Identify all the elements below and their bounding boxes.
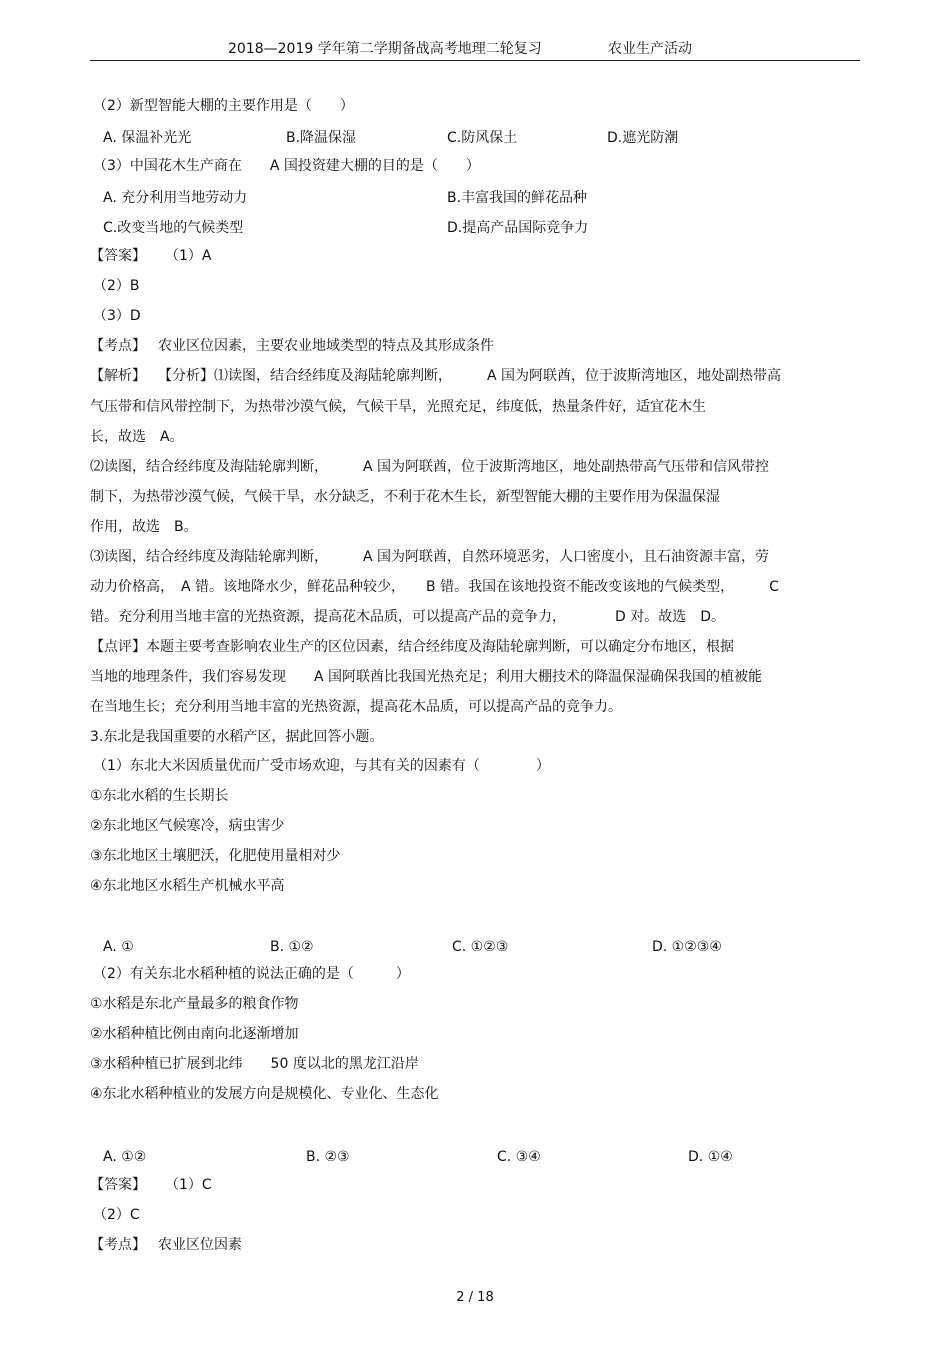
sub1-item: ②东北地区气候寒冷，病虫害少 <box>90 818 285 834</box>
knowledge-point-text: 农业区位因素 <box>158 1237 242 1253</box>
answer-2: （2）B <box>93 278 140 294</box>
sub1-option-a: A. ① <box>103 939 134 955</box>
comment-line: 在当地生长；充分利用当地丰富的光热资源，提高花木品质，可以提高产品的竞争力。 <box>90 699 622 715</box>
analysis-line: 作用，故选 B。 <box>90 519 198 535</box>
sub2-option-c: C. ③④ <box>497 1149 541 1165</box>
header-title: 2018—2019 学年第二学期备战高考地理二轮复习 <box>228 41 542 57</box>
analysis-line: ⑶读图，结合经纬度及海陆轮廓判断， A 国为阿联酋，自然环境恶劣，人口密度小，且石油资源丰富，劳 <box>90 549 770 565</box>
q2-option-c: C.防风保土 <box>447 130 518 146</box>
q3-option-c: C.改变当地的气候类型 <box>103 220 244 236</box>
page-number: 2 / 18 <box>456 1290 494 1305</box>
knowledge-point-text: 农业区位因素，主要农业地域类型的特点及其形成条件 <box>158 338 494 354</box>
q2-option-a: A. 保温补光光 <box>103 130 192 146</box>
sub2-stem: （2）有关东北水稻种植的说法正确的是（ ） <box>93 966 410 982</box>
answer-1: （1）C <box>165 1177 212 1193</box>
q3-option-b: B.丰富我国的鲜花品种 <box>447 190 588 206</box>
answer-label: 【答案】 <box>90 1177 146 1193</box>
q3-option-a: A. 充分利用当地劳动力 <box>103 190 248 206</box>
sub1-stem: （1）东北大米因质量优而广受市场欢迎，与其有关的因素有（ ） <box>93 758 550 774</box>
q2-option-b: B.降温保湿 <box>286 130 357 146</box>
sub2-item: ②水稻种植比例由南向北逐渐增加 <box>90 1026 299 1042</box>
analysis-line: ⑵读图，结合经纬度及海陆轮廓判断， A 国为阿联酋，位于波斯湾地区，地处副热带高气压带和信风带控 <box>90 459 770 475</box>
comment-line: 【点评】本题主要考查影响农业生产的区位因素，结合经纬度及海陆轮廓判断，可以确定分布地区，根据 <box>90 639 734 655</box>
sub2-option-b: B. ②③ <box>306 1149 350 1165</box>
q2-stem: （2）新型智能大棚的主要作用是（ ） <box>93 98 354 114</box>
analysis-line: 气压带和信风带控制下，为热带沙漠气候，气候干旱，光照充足，纬度低，热量条件好，适宜花木生 <box>90 399 706 415</box>
sub2-option-a: A. ①② <box>103 1149 147 1165</box>
analysis-line: 长，故选 A。 <box>90 429 184 445</box>
sub1-option-c: C. ①②③ <box>452 939 509 955</box>
answer-1: （1）A <box>165 248 212 264</box>
knowledge-point-label: 【考点】 <box>90 1237 146 1253</box>
sub2-item: ①水稻是东北产量最多的粮食作物 <box>90 996 299 1012</box>
q2-option-d: D.遮光防潮 <box>607 130 679 146</box>
analysis-label: 【解析】 <box>90 368 146 384</box>
q3-option-d: D.提高产品国际竞争力 <box>447 220 589 236</box>
sub2-option-d: D. ①④ <box>688 1149 733 1165</box>
analysis-line: 错。充分利用当地丰富的光热资源，提高花木品质，可以提高产品的竞争力， D 对。故选 D。 <box>90 609 726 625</box>
answer-2: （2）C <box>93 1207 140 1223</box>
sub1-option-d: D. ①②③④ <box>652 939 722 955</box>
analysis-line: 制下，为热带沙漠气候，气候干旱，水分缺乏，不利于花木生长，新型智能大棚的主要作用为保温保湿 <box>90 489 720 505</box>
sub1-item: ④东北地区水稻生产机械水平高 <box>90 878 285 894</box>
analysis-line: 【分析】⑴读图，结合经纬度及海陆轮廓判断， A 国为阿联酋，位于波斯湾地区，地处副热带高 <box>158 368 782 384</box>
sub2-item: ④东北水稻种植业的发展方向是规模化、专业化、生态化 <box>90 1086 439 1102</box>
sub1-item: ③东北地区土壤肥沃，化肥使用量相对少 <box>90 848 341 864</box>
sub1-item: ①东北水稻的生长期长 <box>90 788 229 804</box>
answer-label: 【答案】 <box>90 248 146 264</box>
header-subtitle: 农业生产活动 <box>608 41 692 57</box>
answer-3: （3）D <box>93 308 141 324</box>
sub1-option-b: B. ①② <box>270 939 314 955</box>
question-3-stem: 3.东北是我国重要的水稻产区，据此回答小题。 <box>90 729 384 745</box>
knowledge-point-label: 【考点】 <box>90 338 146 354</box>
analysis-line: 动力价格高， A 错。该地降水少，鲜花品种较少， B 错。我国在该地投资不能改变该地的气候类型， C <box>90 579 779 595</box>
page-header <box>90 34 860 61</box>
sub2-item: ③水稻种植已扩展到北纬 50 度以北的黑龙江沿岸 <box>90 1056 419 1072</box>
comment-line: 当地的地理条件，我们容易发现 A 国阿联酋比我国光热充足；利用大棚技术的降温保湿确保我国的植被能 <box>90 669 763 685</box>
q3-stem: （3）中国花木生产商在 A 国投资建大棚的目的是（ ） <box>93 158 480 174</box>
